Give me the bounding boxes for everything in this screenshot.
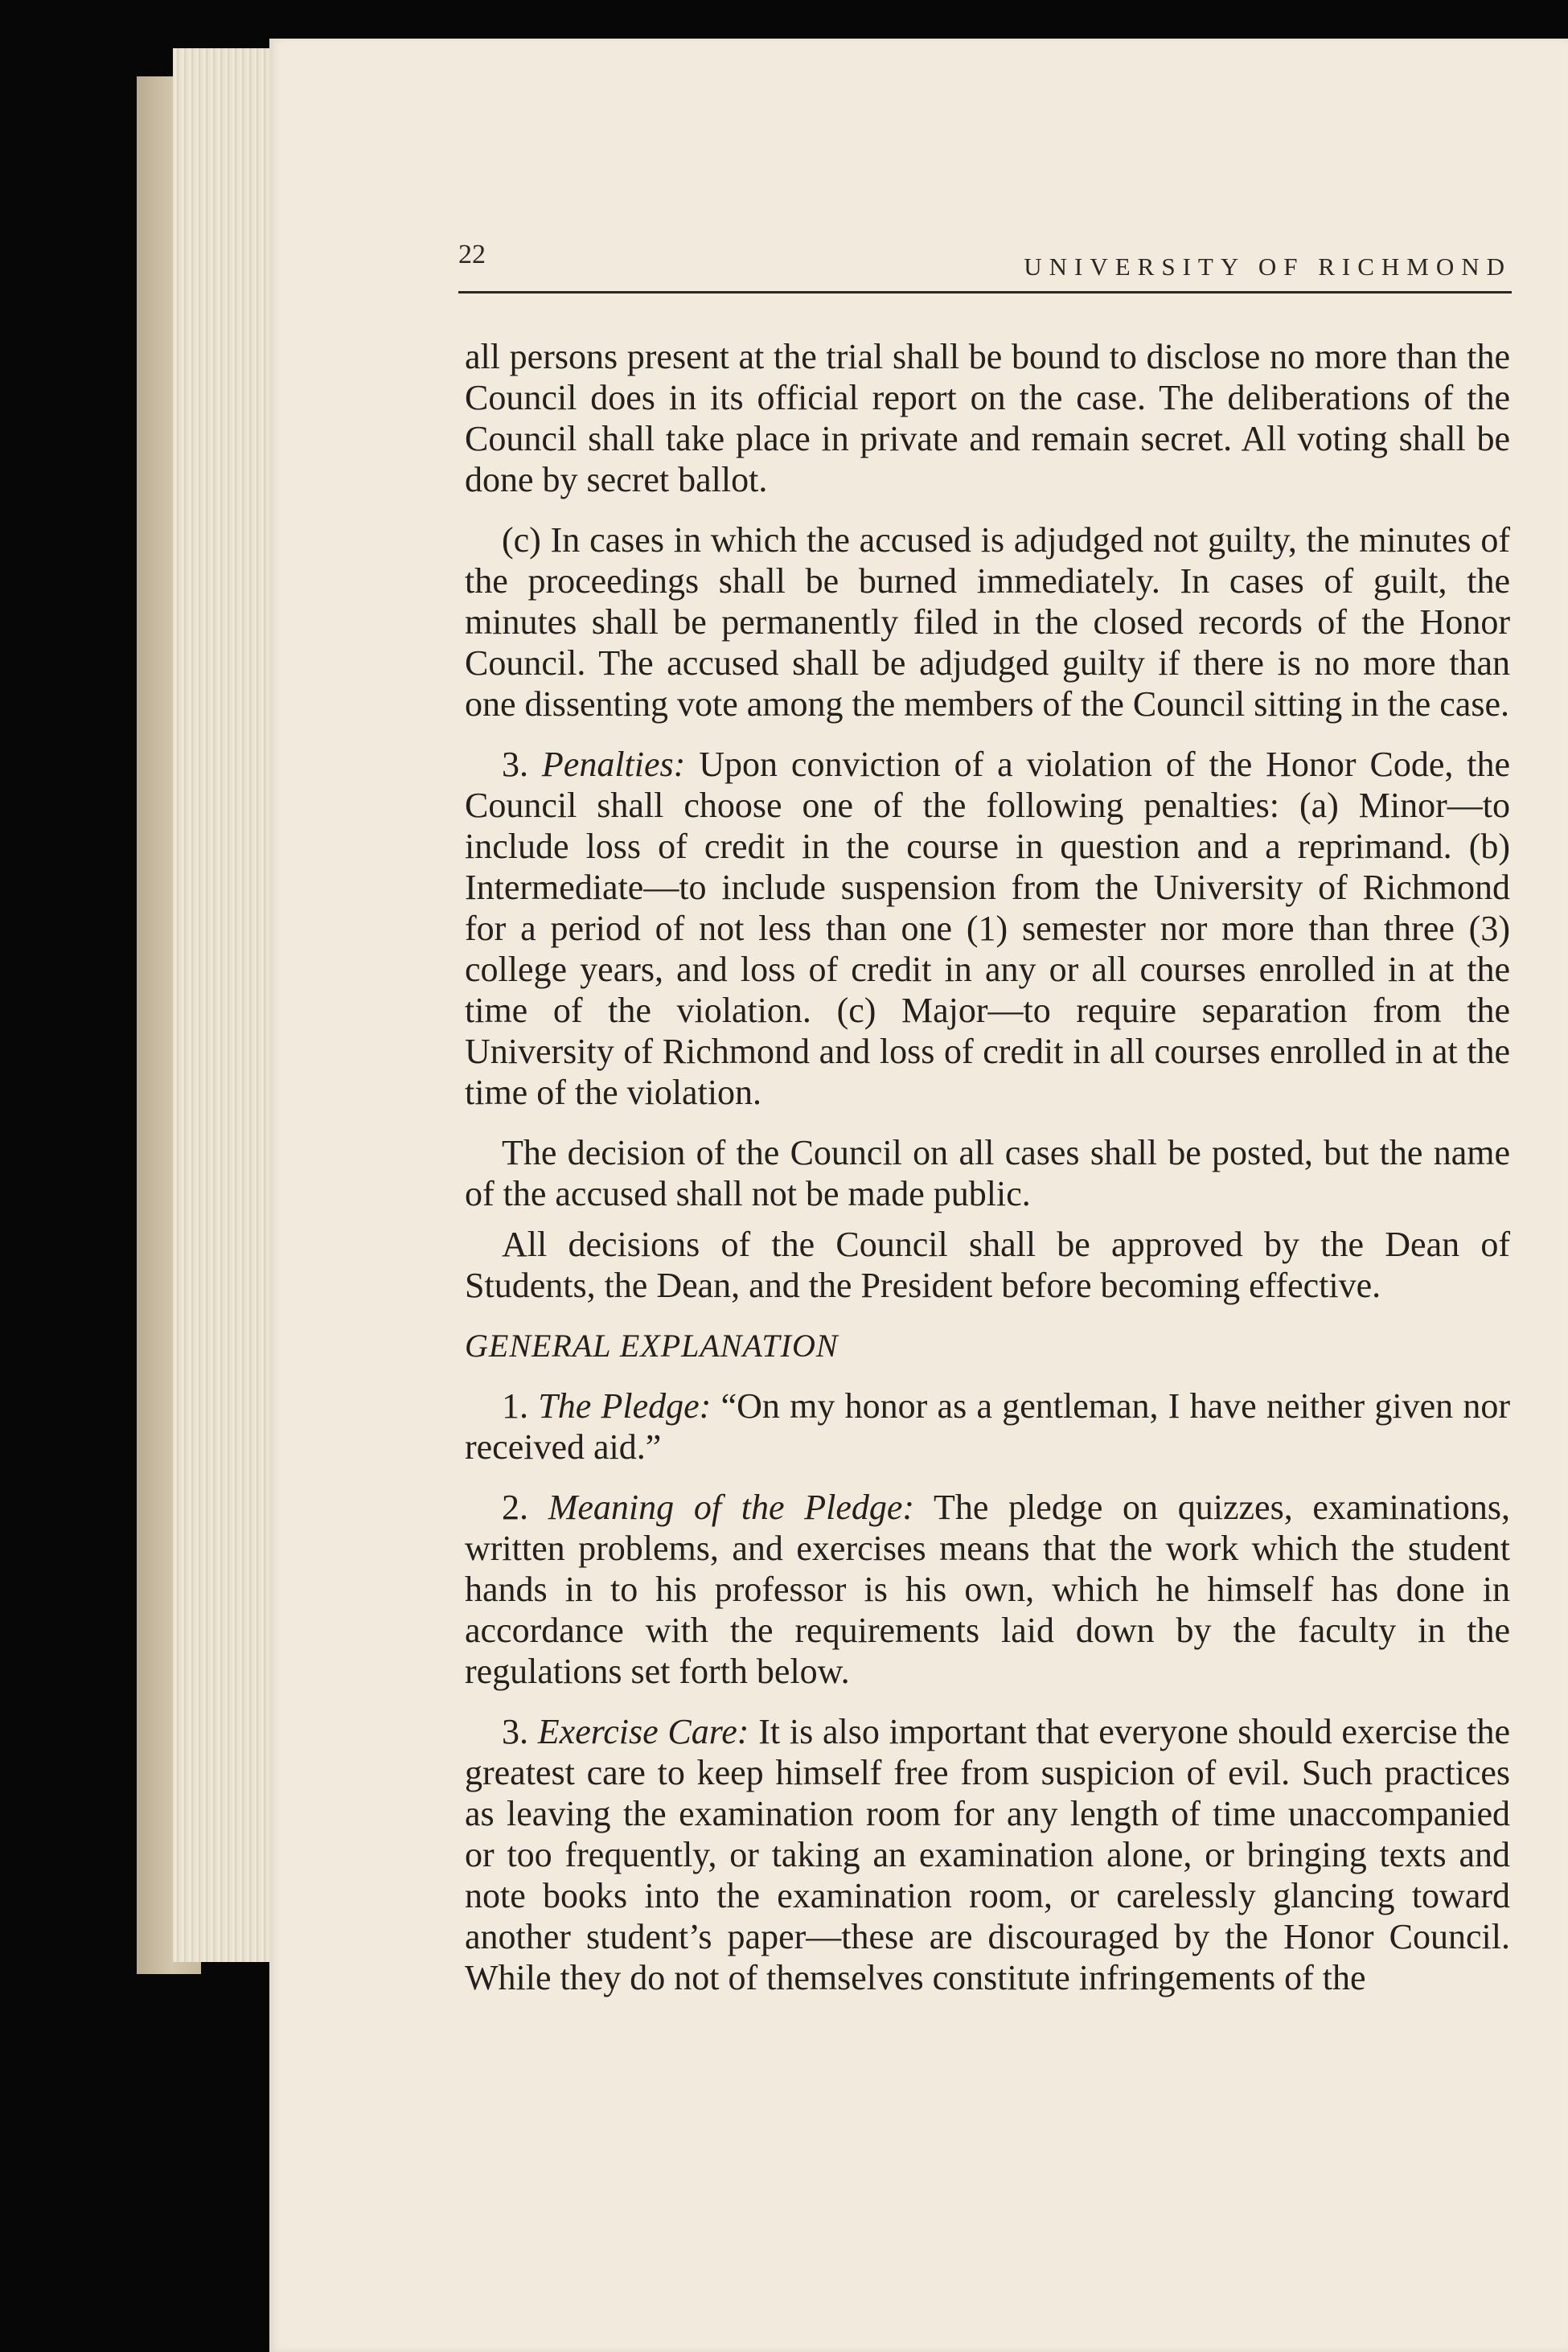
running-head [458,235,1512,293]
paragraph-pledge [465,1385,1510,1467]
section-heading: GENERAL EXPLANATION [465,1328,839,1364]
paragraph-meaning-of-pledge [465,1487,1510,1692]
item-number: 2. [502,1488,528,1527]
item-text: It is also important that everyone should exercise the greatest care to keep himself free from suspicion of evil. Such practices as leaving the examination room for any length of time unaccompanied or too frequently, or taking an examination alone, or bringing texts and note books into the examination room, or carelessly glancing toward another student’s paper—these are discouraged by the Honor Council. While they do not of themselves constitute infringements of the [465,1712,1511,1997]
item-number: 1. [502,1386,528,1426]
item-number: 3. [502,745,528,784]
paragraph-c-minutes: (c) In cases in which the accused is adjudged not guilty, the minutes of the proceedings shall be burned immediately. In cases of guilt, the minutes shall be permanently filed in the closed records of the Honor Council. The accused shall be adjudged guilty if there is no more than one dissenting vote among the members of the Council sitting in the case. [465,520,1510,724]
item-text: “On my honor as a gentleman, I have neither given nor received aid.” [465,1386,1511,1467]
item-text: Upon conviction of a violation of the Honor Code, the Council shall choose one of the following penalties: (a) Minor—to include loss of credit in the course in question and a reprimand. (b) Intermediate—to include suspension from the University of Richmond for a period of not less than one (1) semester nor more than three (3) college years, and loss of credit in any or all courses enrolled in at the time of the violation. (c) Major—to require separation from the University of Richmond and loss of credit in all courses enrolled in at the time of the violation. [465,745,1511,1112]
body-text [465,336,1510,2017]
paragraph-continuation: all persons present at the trial shall be bound to disclose no more than the Council does in its official report on the case. The deliberations of the Council shall take place in private and remain secret. All voting shall be done by secret ballot. [465,337,1510,499]
item-term: The Pledge: [538,1386,712,1426]
item-term: Meaning of the Pledge: [548,1488,915,1527]
paragraph-exercise-care [465,1711,1510,1998]
item-number: 3. [502,1712,528,1751]
item-term: Penalties: [541,745,686,784]
paragraph-penalties [465,744,1510,1113]
item-text: The pledge on quizzes, examinations, written problems, and exercises means that the work which the student hands in to his professor is his own, which he himself has done in accordance with the requirements laid down by the faculty in the regulations set forth below. [465,1488,1511,1691]
page-number: 22 [458,240,486,269]
paragraph-decision-posted: The decision of the Council on all cases shall be posted, but the name of the accused shall not be made public. [465,1133,1510,1213]
paragraph-decision-approval: All decisions of the Council shall be approved by the Dean of Students, the Dean, and the President before becoming effective. [465,1225,1510,1305]
item-term: Exercise Care: [537,1712,749,1751]
page-header-title: UNIVERSITY OF RICHMOND [1024,252,1512,281]
